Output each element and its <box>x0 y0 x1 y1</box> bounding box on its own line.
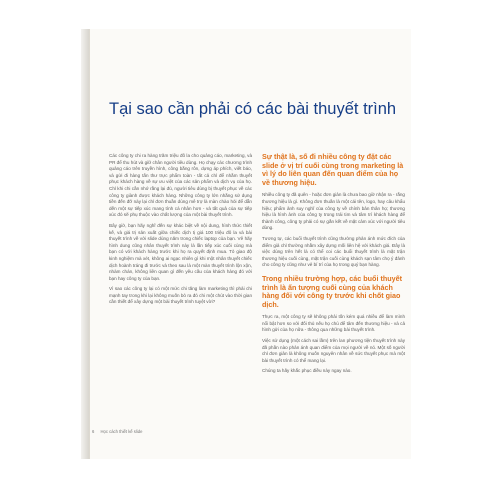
body-paragraph: Tương tự, các buổi thuyết trình cũng thường phản ánh mức đích của điểm giả chỉ thường nhằm xây dựng mối liên hệ với khách giá. Đây là việc dùng trên hết là có thể coi các buổi thuyết trình là mặt trận thương hiệu cuối cùng, mặt trận cuối cùng khách sạn tâm chọ ý đảnh cho công ty cũng như vẻ bí trí của họ trong quý bạn hàng. <box>262 235 405 268</box>
page-title: Tại sao cần phải có các bài thuyết trình <box>109 100 397 118</box>
page-gutter-shadow <box>81 29 89 459</box>
page-number: 6 <box>92 429 95 434</box>
book-page <box>89 29 411 459</box>
pull-quote-heading: Trong nhiều trường hợp, các buổi thuyết trình là ấn tượng cuối cùng của khách hàng đối với công ty trước khi chốt giao dịch. <box>262 273 403 309</box>
body-paragraph: Chúng ta hãy khắc phục điều này ngay nào. <box>262 368 352 374</box>
body-paragraph: Vì sao các công ty lại có một mức chi tăng làm marketing thì phải chi mạnh tay trong khi lại không muốn bỏ ra đó chi một chút vào thời gian cần thiết để xây dựng một bài thuyết trình tuyệt vời? <box>109 286 252 305</box>
body-paragraph: Việc sử dụng (một cách sai lầm) trên lan phương tiện thuyết trình này đã phần nào phản ánh quan điểm của mọi người về nó. Một số người chỉ đơn giản là không muốn nguyên nhân về sức thuyết phục mà một bài thuyết trình có thể mang lại. <box>262 338 405 363</box>
body-paragraph: Thực ra, một công ty sẽ không phải tốn kém quá nhiều để làm mình nổi bật hơn so với đối thủ nếu họ chú để tâm đến thương hiệu - và cả hình gửi của họ nữa - thông qua những bài thuyết trình. <box>262 314 405 333</box>
running-title: Học cách thiết kế slide <box>100 429 143 434</box>
body-paragraph: Bây giờ, bạn hãy nghĩ đến sự khác biệt về nội dung, hình thức thiết kế, và giá trị sản xuất giữa chiếc dịch tị giá 100 triệu đô la và bài thuyết trình về với slide dùng năm trong chiếc laptop của bạn. Vê hãy hình dung cũng nhân thuyết trình này là lần tiếp xúc cuối cùng mà bạn có với khách hàng trước khi họ ra quyết định mua. Tỏ giao độ kinh nghiệm mà xét, không ai ngạc nhiên gì khi một nhân thuyết chiếc dịch hoành tráng đi trước và theo sau là một màn thuyết trình lộn xộn, nhàm chán, không liên quan gì đến yêu cầu của khách hàng đó với bạn hay công ty của bạn. <box>109 222 252 281</box>
page-footer <box>92 429 142 434</box>
pull-quote-heading: Sự thật là, số đi nhiều công ty đặt các slide ở vị trí cuối cùng trong marketing là vì lý do liên quan đến quan điểm của họ về thương hiệu. <box>262 152 404 187</box>
right-column <box>262 153 405 379</box>
body-paragraph: Nhiều công ty đã quên - hoặc đơn giản là chưa bao giờ nhận ra - rằng thương hiệu là gì. Không đơn thuần là một cái tên, logo, hay câu khẩu hiệu; phẩm ảnh suy nghĩ của công ty về chính bản thân họ; thương hiệu là hình ảnh của công ty trong trái tim và tâm trí khách hàng để thành công, công ty phải có sự gắn kết về mặt cảm xúc với người tiêu dùng. <box>262 192 405 231</box>
body-paragraph: Các công ty chi ra hàng trăm triệu đô la cho quảng cáo, marketing, và PR để thu hút và giữ chân người tiêu dùng. Họ chạy các chương trình quảng cáo trên truyền hình, công bằng rôn, dựng áp phích, viết báo, và gửi đi hàng tấn thư trực phẩm toàn - tất cả chỉ để nhắm thuyết phục khách hàng về sự ưu việt của các sản phẩm và dịch vụ của họ. Chỉ khi chi cần nhớ rằng lại đủ, người tiêu dùng bị thuyết phục về các công ty giành được khách hàng. Những công ty lớn nhằng sử dụng tiền đến đỡ này lại chỉ đơn thuần dùng mê trợ là màn chào hỏi để dẫn dến một sự tiếp xúc mang tính cá nhân hơn - và tất quả của sự tiếp xúc đó sẽ phụ thuộc vào chất lượng của một bài thuyết trình. <box>109 153 252 218</box>
left-column <box>109 153 252 310</box>
